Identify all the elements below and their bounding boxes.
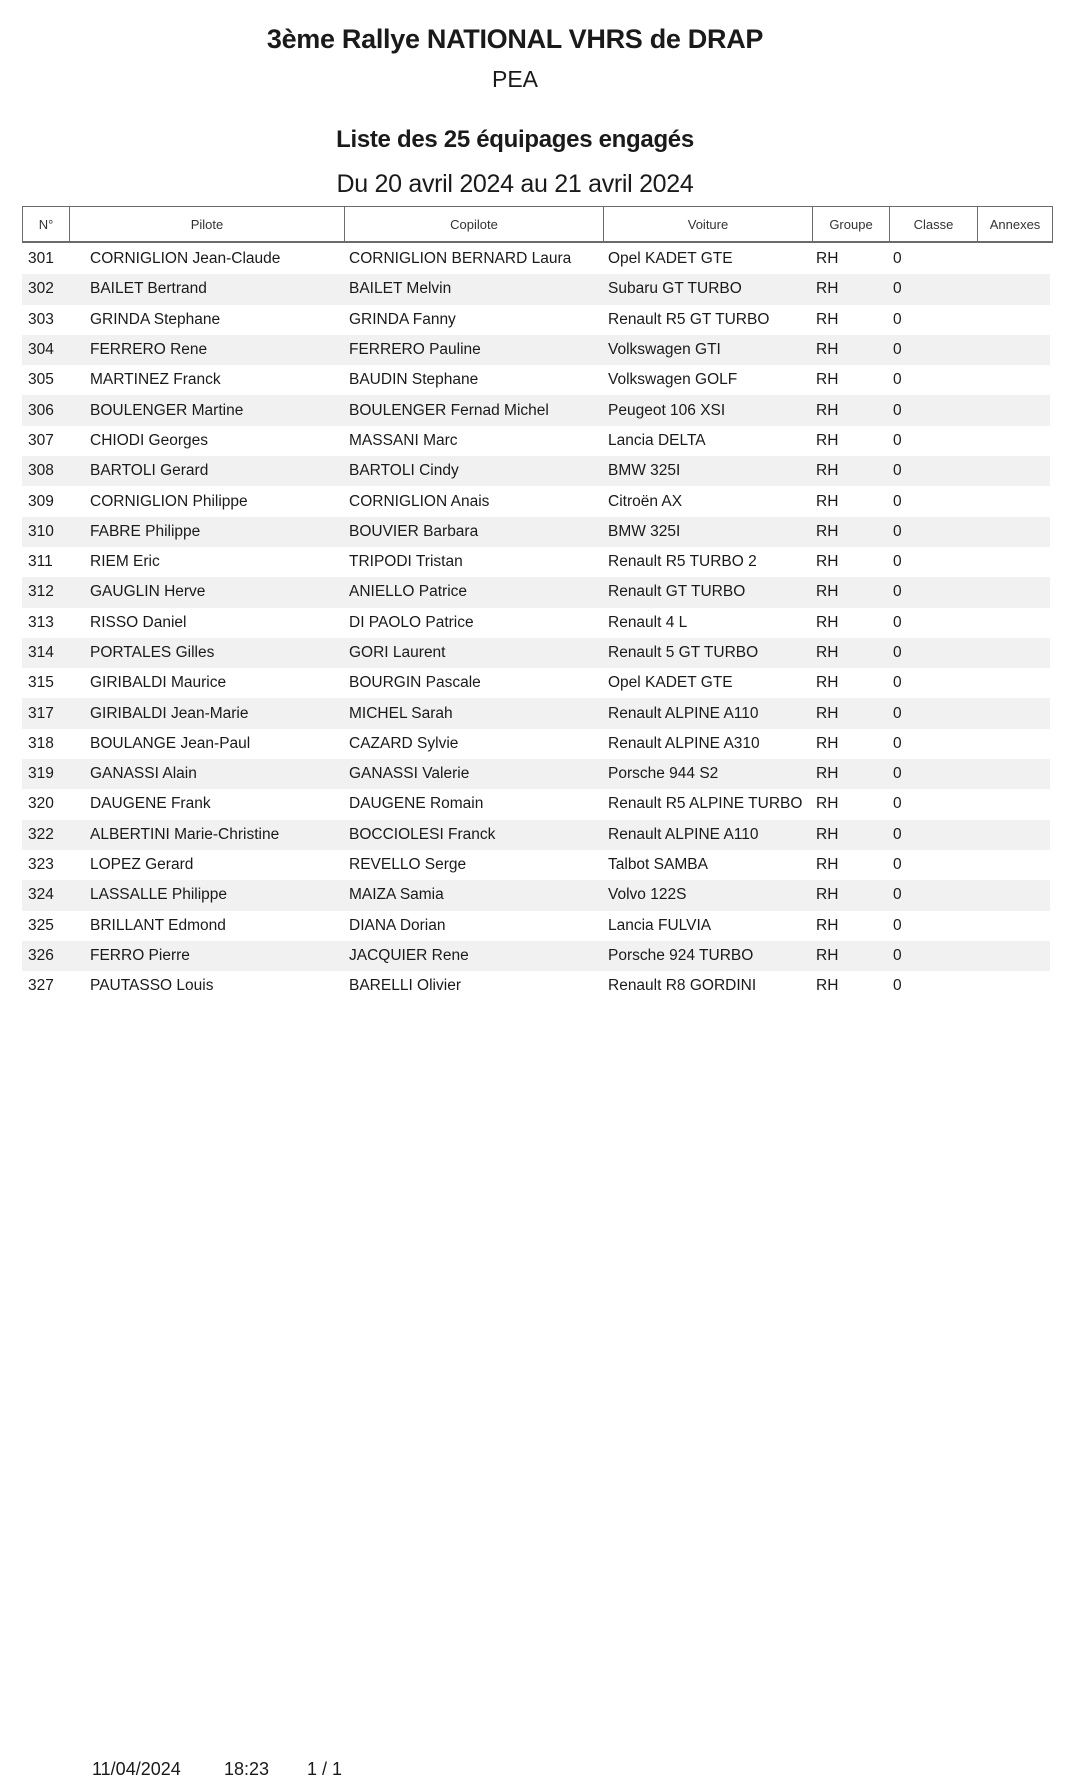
column-header-number: N° bbox=[22, 206, 70, 243]
cell-copilote: GORI Laurent bbox=[349, 644, 446, 661]
cell-copilote: FERRERO Pauline bbox=[349, 341, 481, 359]
table-row bbox=[22, 971, 1050, 1001]
cell-voiture: Renault R5 ALPINE TURBO bbox=[608, 795, 803, 813]
cell-number: 305 bbox=[28, 371, 54, 389]
cell-voiture: Talbot SAMBA bbox=[608, 856, 708, 874]
cell-groupe: RH bbox=[816, 280, 839, 298]
cell-voiture: Peugeot 106 XSI bbox=[608, 401, 726, 419]
cell-classe: 0 bbox=[893, 583, 902, 601]
page-footer bbox=[0, 1759, 1080, 1781]
cell-voiture: Opel KADET GTE bbox=[608, 674, 733, 692]
table-header bbox=[22, 206, 1053, 243]
list-title: Liste des 25 équipages engagés bbox=[336, 126, 694, 153]
cell-voiture: Porsche 944 S2 bbox=[608, 765, 719, 783]
cell-voiture: Renault R5 TURBO 2 bbox=[608, 553, 757, 571]
cell-pilote: RIEM Eric bbox=[90, 553, 160, 571]
cell-pilote: CHIODI Georges bbox=[90, 431, 209, 449]
table-row bbox=[22, 668, 1050, 698]
cell-number: 306 bbox=[28, 401, 54, 419]
cell-voiture: Porsche 924 TURBO bbox=[608, 946, 754, 964]
cell-classe: 0 bbox=[893, 644, 902, 661]
cell-pilote: DAUGENE Frank bbox=[90, 795, 211, 813]
cell-number: 310 bbox=[28, 522, 54, 540]
table-row bbox=[22, 698, 1050, 728]
cell-groupe: RH bbox=[816, 583, 839, 601]
cell-classe: 0 bbox=[893, 765, 902, 783]
cell-voiture: Opel KADET GTE bbox=[608, 250, 733, 268]
cell-copilote: MAIZA Samia bbox=[349, 886, 444, 904]
cell-classe: 0 bbox=[893, 250, 902, 268]
cell-copilote: GANASSI Valerie bbox=[349, 765, 470, 783]
cell-number: 301 bbox=[28, 250, 54, 268]
column-header-annexes: Annexes bbox=[977, 206, 1053, 243]
cell-classe: 0 bbox=[893, 977, 902, 995]
cell-voiture: Lancia DELTA bbox=[608, 431, 706, 449]
cell-pilote: FERRO Pierre bbox=[90, 946, 190, 964]
cell-copilote: BARTOLI Cindy bbox=[349, 462, 459, 480]
cell-copilote: CORNIGLION Anais bbox=[349, 492, 490, 510]
cell-classe: 0 bbox=[893, 704, 902, 722]
cell-pilote: GIRIBALDI Maurice bbox=[90, 674, 227, 692]
cell-pilote: BOULANGE Jean-Paul bbox=[90, 734, 251, 752]
table-row bbox=[22, 517, 1050, 547]
document-title: 3ème Rallye NATIONAL VHRS de DRAP bbox=[266, 24, 764, 54]
cell-copilote: DI PAOLO Patrice bbox=[349, 613, 474, 631]
cell-classe: 0 bbox=[893, 613, 902, 631]
cell-groupe: RH bbox=[816, 310, 839, 328]
cell-number: 318 bbox=[28, 734, 54, 752]
cell-copilote: BAUDIN Stephane bbox=[349, 371, 479, 389]
cell-copilote: BOCCIOLESI Franck bbox=[349, 825, 496, 843]
cell-classe: 0 bbox=[893, 946, 902, 964]
cell-number: 326 bbox=[28, 946, 54, 964]
cell-groupe: RH bbox=[816, 977, 839, 995]
cell-classe: 0 bbox=[893, 341, 902, 359]
cell-voiture: Subaru GT TURBO bbox=[608, 280, 742, 298]
table-row bbox=[22, 820, 1050, 850]
cell-voiture: Citroën AX bbox=[608, 492, 683, 510]
cell-pilote: LOPEZ Gerard bbox=[90, 856, 194, 874]
cell-classe: 0 bbox=[893, 856, 902, 874]
cell-copilote: CORNIGLION BERNARD Laura bbox=[349, 250, 572, 268]
table-row bbox=[22, 365, 1050, 395]
cell-groupe: RH bbox=[816, 431, 839, 449]
cell-number: 311 bbox=[28, 553, 53, 571]
cell-voiture: BMW 325I bbox=[608, 462, 681, 480]
cell-pilote: FABRE Philippe bbox=[90, 522, 201, 540]
document-subtitle: PEA bbox=[491, 66, 539, 92]
cell-pilote: MARTINEZ Franck bbox=[90, 371, 221, 389]
cell-copilote: ANIELLO Patrice bbox=[349, 583, 468, 601]
table-row bbox=[22, 880, 1050, 910]
cell-groupe: RH bbox=[816, 825, 839, 843]
cell-pilote: RISSO Daniel bbox=[90, 613, 187, 631]
cell-number: 314 bbox=[28, 644, 54, 661]
cell-pilote: CORNIGLION Philippe bbox=[90, 492, 248, 510]
cell-copilote: MASSANI Marc bbox=[349, 431, 458, 449]
cell-voiture: Renault ALPINE A110 bbox=[608, 825, 759, 843]
cell-copilote: BARELLI Olivier bbox=[349, 977, 461, 995]
cell-copilote: CAZARD Sylvie bbox=[349, 734, 459, 752]
cell-classe: 0 bbox=[893, 825, 902, 843]
cell-number: 324 bbox=[28, 886, 54, 904]
cell-groupe: RH bbox=[816, 522, 839, 540]
cell-copilote: MICHEL Sarah bbox=[349, 704, 453, 722]
cell-groupe: RH bbox=[816, 553, 839, 571]
cell-pilote: GANASSI Alain bbox=[90, 765, 197, 783]
cell-groupe: RH bbox=[816, 401, 839, 419]
cell-groupe: RH bbox=[816, 674, 839, 692]
cell-groupe: RH bbox=[816, 462, 839, 480]
cell-classe: 0 bbox=[893, 401, 902, 419]
cell-classe: 0 bbox=[893, 916, 902, 934]
table-row bbox=[22, 638, 1050, 668]
cell-copilote: BOUVIER Barbara bbox=[349, 522, 479, 540]
cell-groupe: RH bbox=[816, 644, 839, 661]
cell-groupe: RH bbox=[816, 341, 839, 359]
cell-voiture: Renault GT TURBO bbox=[608, 583, 746, 601]
cell-pilote: GAUGLIN Herve bbox=[90, 583, 206, 601]
cell-pilote: FERRERO Rene bbox=[90, 341, 208, 359]
table-row bbox=[22, 850, 1050, 880]
table-row bbox=[22, 608, 1050, 638]
cell-voiture: Renault R5 GT TURBO bbox=[608, 310, 770, 328]
cell-number: 304 bbox=[28, 341, 54, 359]
cell-pilote: CORNIGLION Jean-Claude bbox=[90, 250, 281, 268]
cell-copilote: JACQUIER Rene bbox=[349, 946, 469, 964]
cell-copilote: REVELLO Serge bbox=[349, 856, 467, 874]
column-header-groupe: Groupe bbox=[812, 206, 890, 243]
table-row bbox=[22, 577, 1050, 607]
cell-groupe: RH bbox=[816, 946, 839, 964]
page-number: 1 / 1 bbox=[307, 1759, 343, 1779]
table-row bbox=[22, 941, 1050, 971]
table-row bbox=[22, 911, 1050, 941]
cell-pilote: LASSALLE Philippe bbox=[90, 886, 228, 904]
cell-classe: 0 bbox=[893, 886, 902, 904]
column-header-voiture: Voiture bbox=[603, 206, 813, 243]
table-row bbox=[22, 274, 1050, 304]
cell-number: 325 bbox=[28, 916, 54, 934]
cell-pilote: BARTOLI Gerard bbox=[90, 462, 209, 480]
cell-groupe: RH bbox=[816, 492, 839, 510]
cell-pilote: PAUTASSO Louis bbox=[90, 977, 214, 995]
cell-groupe: RH bbox=[816, 795, 839, 813]
cell-number: 307 bbox=[28, 431, 54, 449]
cell-number: 302 bbox=[28, 280, 54, 298]
cell-pilote: PORTALES Gilles bbox=[90, 644, 215, 661]
cell-classe: 0 bbox=[893, 795, 902, 813]
cell-voiture: BMW 325I bbox=[608, 522, 681, 540]
table-row bbox=[22, 426, 1050, 456]
cell-number: 313 bbox=[28, 613, 54, 631]
print-date: 11/04/2024 bbox=[92, 1759, 181, 1779]
cell-groupe: RH bbox=[816, 765, 839, 783]
cell-number: 309 bbox=[28, 492, 54, 510]
cell-pilote: GRINDA Stephane bbox=[90, 310, 221, 328]
cell-number: 320 bbox=[28, 795, 54, 813]
table-row bbox=[22, 729, 1050, 759]
cell-copilote: BOURGIN Pascale bbox=[349, 674, 481, 692]
cell-classe: 0 bbox=[893, 734, 902, 752]
cell-pilote: BRILLANT Edmond bbox=[90, 916, 226, 934]
cell-pilote: BOULENGER Martine bbox=[90, 401, 244, 419]
cell-classe: 0 bbox=[893, 462, 902, 480]
cell-classe: 0 bbox=[893, 522, 902, 540]
cell-classe: 0 bbox=[893, 492, 902, 510]
cell-copilote: BAILET Melvin bbox=[349, 280, 452, 298]
cell-classe: 0 bbox=[893, 431, 902, 449]
cell-number: 323 bbox=[28, 856, 54, 874]
cell-groupe: RH bbox=[816, 856, 839, 874]
table-row bbox=[22, 456, 1050, 486]
table-row bbox=[22, 789, 1050, 819]
table-row bbox=[22, 395, 1050, 425]
cell-number: 322 bbox=[28, 825, 54, 843]
cell-voiture: Renault 5 GT TURBO bbox=[608, 644, 759, 661]
cell-groupe: RH bbox=[816, 613, 839, 631]
column-header-copilote: Copilote bbox=[344, 206, 604, 243]
print-time: 18:23 bbox=[224, 1759, 270, 1779]
cell-pilote: BAILET Bertrand bbox=[90, 280, 207, 298]
cell-groupe: RH bbox=[816, 704, 839, 722]
table-row bbox=[22, 547, 1050, 577]
cell-number: 319 bbox=[28, 765, 54, 783]
cell-pilote: GIRIBALDI Jean-Marie bbox=[90, 704, 249, 722]
cell-number: 303 bbox=[28, 310, 54, 328]
table-body bbox=[22, 244, 1050, 1001]
table-row bbox=[22, 759, 1050, 789]
cell-copilote: GRINDA Fanny bbox=[349, 310, 456, 328]
table-row bbox=[22, 335, 1050, 365]
cell-number: 327 bbox=[28, 977, 54, 995]
cell-number: 312 bbox=[28, 583, 54, 601]
table-row bbox=[22, 244, 1050, 274]
cell-voiture: Renault ALPINE A310 bbox=[608, 734, 760, 752]
cell-number: 308 bbox=[28, 462, 54, 480]
cell-number: 315 bbox=[28, 674, 54, 692]
cell-groupe: RH bbox=[816, 734, 839, 752]
cell-voiture: Volkswagen GTI bbox=[608, 341, 721, 359]
event-dates: Du 20 avril 2024 au 21 avril 2024 bbox=[336, 170, 694, 198]
cell-number: 317 bbox=[28, 704, 54, 722]
cell-groupe: RH bbox=[816, 886, 839, 904]
cell-classe: 0 bbox=[893, 280, 902, 298]
cell-classe: 0 bbox=[893, 674, 902, 692]
cell-classe: 0 bbox=[893, 371, 902, 389]
cell-copilote: DAUGENE Romain bbox=[349, 795, 484, 813]
cell-voiture: Renault ALPINE A110 bbox=[608, 704, 759, 722]
cell-voiture: Renault R8 GORDINI bbox=[608, 977, 757, 995]
cell-groupe: RH bbox=[816, 371, 839, 389]
cell-voiture: Volkswagen GOLF bbox=[608, 371, 738, 389]
cell-classe: 0 bbox=[893, 310, 902, 328]
table-row bbox=[22, 486, 1050, 516]
cell-copilote: BOULENGER Fernad Michel bbox=[349, 401, 549, 419]
table-row bbox=[22, 305, 1050, 335]
cell-classe: 0 bbox=[893, 553, 902, 571]
column-header-classe: Classe bbox=[889, 206, 978, 243]
cell-groupe: RH bbox=[816, 250, 839, 268]
cell-pilote: ALBERTINI Marie-Christine bbox=[90, 825, 280, 843]
cell-voiture: Lancia FULVIA bbox=[608, 916, 712, 934]
column-header-pilote: Pilote bbox=[69, 206, 345, 243]
cell-voiture: Renault 4 L bbox=[608, 613, 688, 631]
cell-voiture: Volvo 122S bbox=[608, 886, 687, 904]
cell-copilote: TRIPODI Tristan bbox=[349, 553, 463, 571]
cell-groupe: RH bbox=[816, 916, 839, 934]
cell-copilote: DIANA Dorian bbox=[349, 916, 446, 934]
